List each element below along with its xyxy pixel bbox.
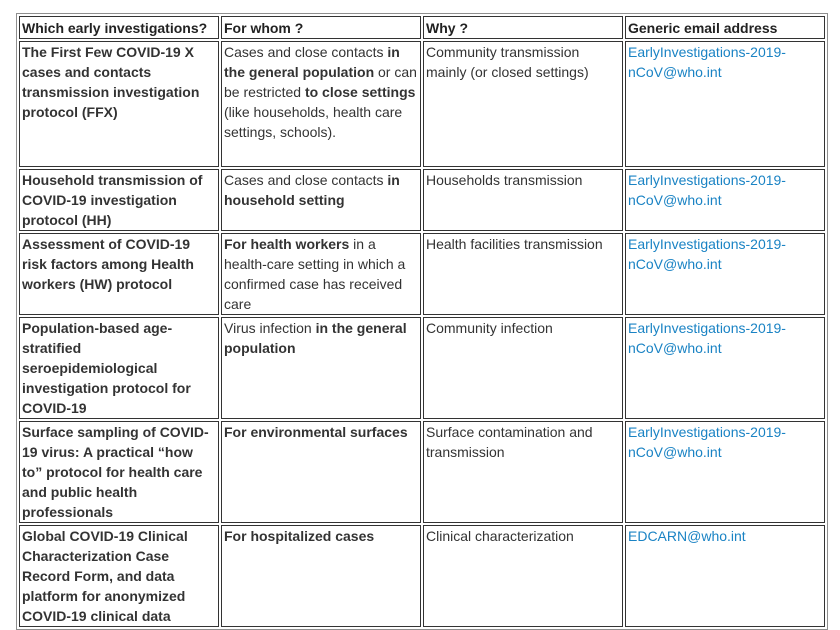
for-whom-text: (like households, health care settings, schools). — [224, 104, 403, 140]
email-cell — [625, 169, 825, 231]
email-cell — [625, 525, 825, 627]
why-cell: Community transmission mainly (or closed settings) — [423, 41, 623, 167]
email-cell — [625, 41, 825, 167]
why-cell: Households transmission — [423, 169, 623, 231]
email-link[interactable]: EarlyInvestigations-2019-nCoV@who.int — [628, 236, 786, 272]
email-link[interactable]: EarlyInvestigations-2019-nCoV@who.int — [628, 320, 786, 356]
investigation-name: Household transmission of COVID-19 investigation protocol (HH) — [19, 169, 219, 231]
for-whom-cell — [221, 169, 421, 231]
for-whom-text: Cases and close contacts — [224, 172, 388, 188]
why-cell: Health facilities transmission — [423, 233, 623, 315]
for-whom-emphasis: in the general population — [224, 320, 407, 356]
for-whom-emphasis: to close settings — [304, 84, 416, 100]
for-whom-emphasis: in household setting — [224, 172, 400, 208]
for-whom-cell — [221, 41, 421, 167]
email-link[interactable]: EarlyInvestigations-2019-nCoV@who.int — [628, 172, 786, 208]
table-row — [19, 233, 825, 315]
table-row — [19, 169, 825, 231]
email-link[interactable]: EDCARN@who.int — [628, 528, 746, 544]
table-row — [19, 317, 825, 419]
email-link[interactable]: EarlyInvestigations-2019-nCoV@who.int — [628, 424, 786, 460]
investigations-table-container — [16, 13, 828, 624]
investigations-table — [16, 13, 828, 630]
for-whom-emphasis: For environmental surfaces — [224, 424, 408, 440]
why-cell: Community infection — [423, 317, 623, 419]
email-link[interactable]: EarlyInvestigations-2019-nCoV@who.int — [628, 44, 786, 80]
why-cell: Clinical characterization — [423, 525, 623, 627]
email-cell — [625, 233, 825, 315]
for-whom-text: Virus infection — [224, 320, 316, 336]
table-row — [19, 41, 825, 167]
for-whom-text: Cases and close contacts — [224, 44, 388, 60]
investigation-name: Surface sampling of COVID-19 virus: A practical “how to” protocol for health care and public health professionals — [19, 421, 219, 523]
for-whom-cell — [221, 421, 421, 523]
for-whom-emphasis: in the general population — [224, 44, 400, 80]
header-investigation: Which early investigations? — [19, 16, 219, 39]
investigation-name: Population-based age-stratified seroepidemiological investigation protocol for COVID-19 — [19, 317, 219, 419]
investigation-name: Assessment of COVID-19 risk factors among Health workers (HW) protocol — [19, 233, 219, 315]
email-cell — [625, 317, 825, 419]
investigation-name: The First Few COVID-19 X cases and contacts transmission investigation protocol (FFX) — [19, 41, 219, 167]
for-whom-text: or can be restricted — [224, 64, 417, 100]
header-why: Why ? — [423, 16, 623, 39]
header-for-whom: For whom ? — [221, 16, 421, 39]
table-row — [19, 421, 825, 523]
for-whom-cell — [221, 317, 421, 419]
for-whom-text: in a health-care setting in which a confirmed case has received care — [224, 236, 406, 312]
investigation-name: Global COVID-19 Clinical Characterization Case Record Form, and data platform for anonymized COVID-19 clinical data — [19, 525, 219, 627]
table-row — [19, 525, 825, 627]
for-whom-emphasis: For health workers — [224, 236, 350, 252]
for-whom-cell — [221, 233, 421, 315]
for-whom-emphasis: For hospitalized cases — [224, 528, 375, 544]
header-email: Generic email address — [625, 16, 825, 39]
why-cell: Surface contamination and transmission — [423, 421, 623, 523]
email-cell — [625, 421, 825, 523]
for-whom-cell — [221, 525, 421, 627]
header-row — [19, 16, 825, 39]
